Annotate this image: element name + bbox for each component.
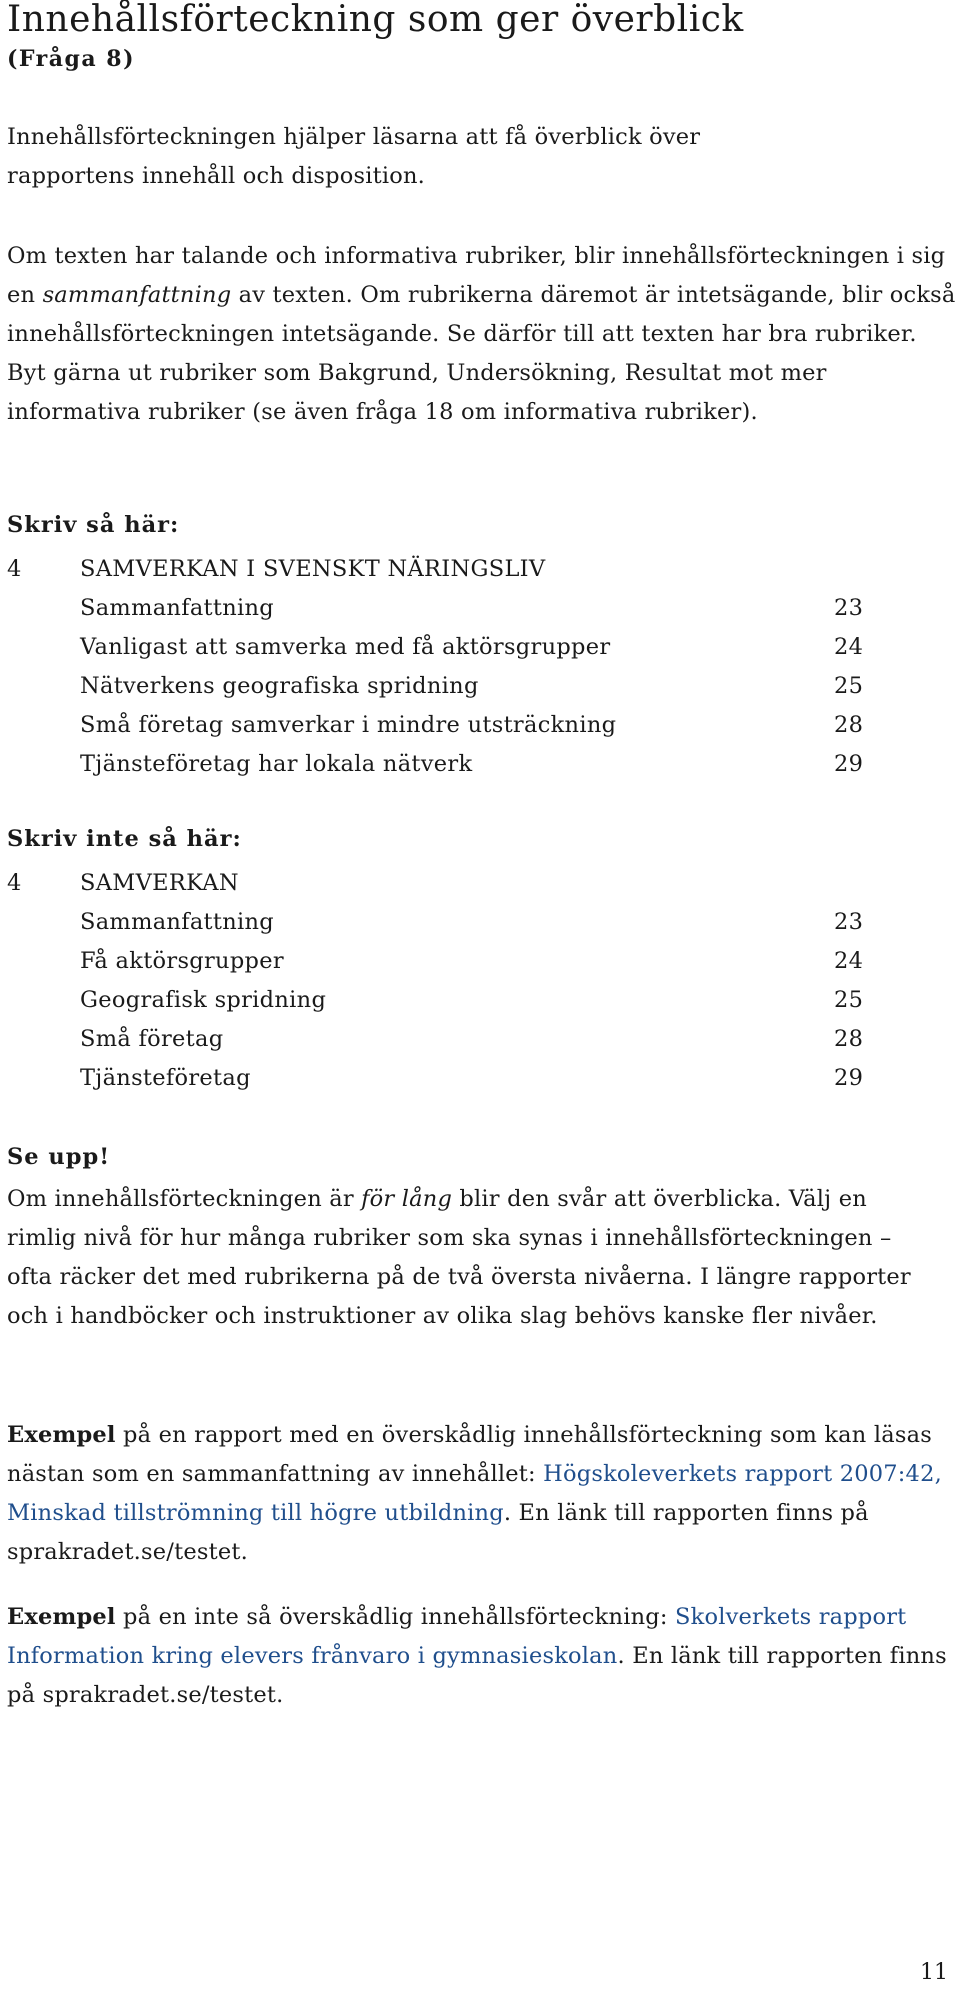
toc-page-number: 24 [834, 634, 864, 660]
emphasis-text: sammanfattning [42, 282, 232, 308]
toc-row [7, 589, 867, 628]
toc-row [7, 981, 867, 1020]
toc-entry-title: Små företag [80, 1026, 224, 1052]
toc-chapter-row [7, 550, 867, 589]
emphasis-text: för lång [361, 1186, 453, 1212]
paragraph-text: på en inte så överskådlig innehållsförteckning: [115, 1604, 676, 1630]
report-link[interactable]: Högskoleverkets rapport 2007:42, Minskad tillströmning till högre utbildning [7, 1461, 942, 1526]
toc-row [7, 706, 867, 745]
question-reference: (Fråga 8) [7, 46, 136, 72]
example-label: Exempel [7, 1604, 116, 1630]
example-bad-paragraph [7, 1598, 957, 1715]
paragraph-text: . En länk till rapporten finns på sprakradet.se/testet. [7, 1643, 947, 1708]
intro-paragraph: Innehållsförteckningen hjälper läsarna att få överblick över rapportens innehåll och disposition. [7, 124, 701, 189]
chapter-number: 4 [7, 556, 22, 582]
toc-row [7, 903, 867, 942]
bad-example-heading: Skriv inte så här: [7, 826, 242, 852]
toc-row [7, 628, 867, 667]
toc-page-number: 24 [834, 948, 864, 974]
toc-chapter-row [7, 864, 867, 903]
toc-page-number: 28 [834, 712, 864, 738]
bad-toc [7, 864, 867, 1098]
paragraph-text: . En länk till rapporten finns på sprakradet.se/testet. [7, 1500, 869, 1565]
page-number: 11 [920, 1960, 948, 1985]
paragraph-text: Om innehållsförteckningen är [7, 1186, 362, 1212]
chapter-title: SAMVERKAN I SVENSKT NÄRINGSLIV [80, 556, 546, 582]
toc-entry-title: Vanligast att samverka med få aktörsgrupper [80, 634, 611, 660]
toc-entry-title: Små företag samverkar i mindre utsträckning [80, 712, 617, 738]
paragraph-text: Om texten har talande och informativa rubriker, blir innehållsförteckningen i sig en [7, 243, 946, 308]
toc-page-number: 23 [834, 909, 864, 935]
toc-page-number: 25 [834, 673, 864, 699]
toc-page-number: 29 [834, 751, 864, 777]
warning-paragraph [7, 1180, 937, 1336]
report-link[interactable]: Skolverkets rapport Information kring elevers frånvaro i gymnasieskolan [7, 1604, 907, 1669]
toc-row [7, 1059, 867, 1098]
toc-entry-title: Tjänsteföretag [80, 1065, 251, 1091]
paragraph-text: blir den svår att överblicka. Välj en rimlig nivå för hur många rubriker som ska synas i innehållsförteckningen – ofta räcker det med rubrikerna på de två översta nivåerna. I längre rapporter och i handböcker och instruktioner av olika slag behövs kanske fler nivåer. [7, 1186, 911, 1329]
page-title: Innehållsförteckning som ger överblick [7, 0, 744, 40]
example-label: Exempel [7, 1422, 116, 1448]
rubriker-paragraph [7, 237, 957, 432]
toc-page-number: 28 [834, 1026, 864, 1052]
toc-entry-title: Sammanfattning [80, 595, 275, 621]
toc-row [7, 942, 867, 981]
chapter-title: SAMVERKAN [80, 870, 239, 896]
toc-row [7, 745, 867, 784]
good-toc [7, 550, 867, 784]
toc-row [7, 667, 867, 706]
chapter-number: 4 [7, 870, 22, 896]
toc-row [7, 1020, 867, 1059]
toc-entry-title: Tjänsteföretag har lokala nätverk [80, 751, 473, 777]
toc-entry-title: Geografisk spridning [80, 987, 327, 1013]
good-example-heading: Skriv så här: [7, 512, 180, 538]
toc-entry-title: Nätverkens geografiska spridning [80, 673, 479, 699]
toc-page-number: 25 [834, 987, 864, 1013]
toc-entry-title: Sammanfattning [80, 909, 275, 935]
toc-page-number: 29 [834, 1065, 864, 1091]
paragraph-text: på en rapport med en överskådlig innehållsförteckning som kan läsas nästan som en sammanfattning av innehållet: [7, 1422, 932, 1487]
paragraph-text: av texten. Om rubrikerna däremot är intetsägande, blir också innehållsförteckningen intetsägande. Se därför till att texten har bra rubriker. Byt gärna ut rubriker som Bakgrund, Undersökning, Resultat mot mer informativa rubriker (se även fråga 18 om informativa rubriker). [7, 282, 956, 425]
example-good-paragraph [7, 1416, 957, 1572]
warning-heading: Se upp! [7, 1144, 111, 1170]
toc-page-number: 23 [834, 595, 864, 621]
toc-entry-title: Få aktörsgrupper [80, 948, 284, 974]
